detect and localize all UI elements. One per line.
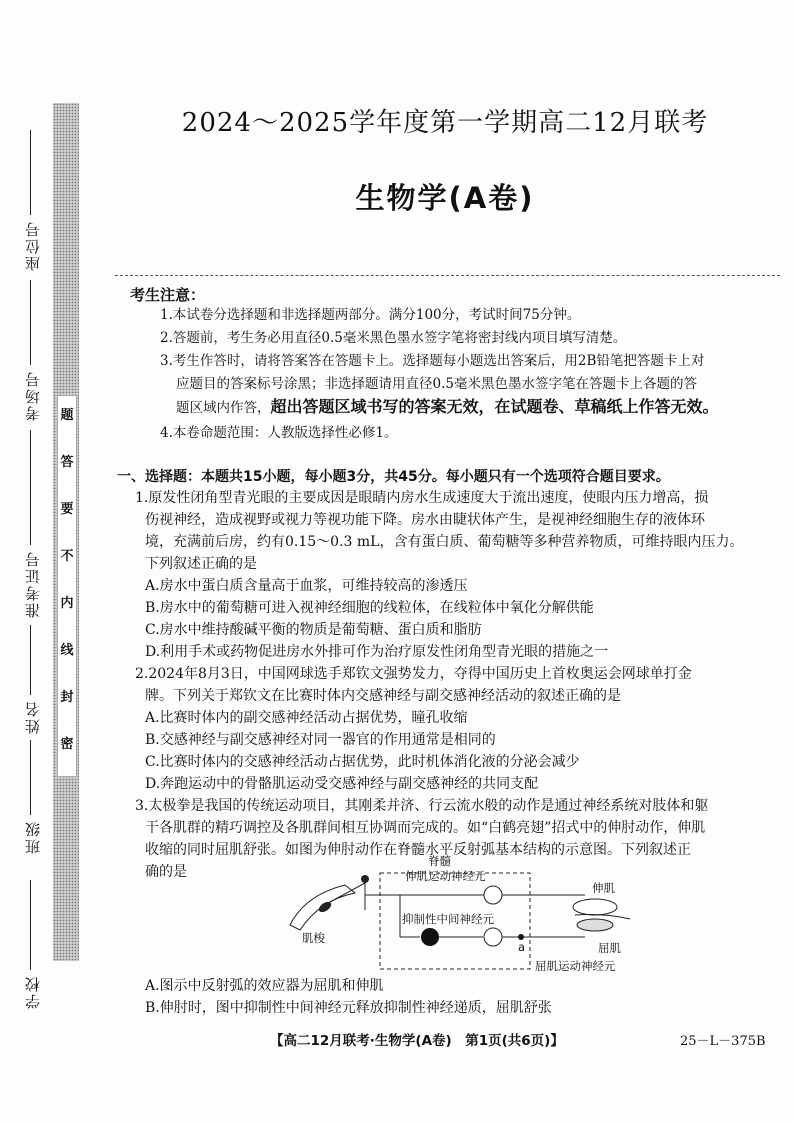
- notice-item: 4.本卷命题范围：人教版选择性必修1。: [160, 425, 398, 441]
- label-spinal-cord: 脊髓: [428, 854, 451, 868]
- flexor-motor-neuron: [484, 928, 502, 946]
- fill-line: [30, 740, 31, 815]
- divider: [115, 275, 780, 276]
- fill-line: [30, 625, 31, 695]
- exam-room-label: 考场号: [24, 370, 42, 421]
- label-muscle-spindle: 肌梭: [302, 931, 325, 945]
- question-2-option-a: A.比赛时体内的副交感神经活动占据优势，瞳孔收缩: [145, 710, 468, 726]
- admission-number-label: 准考证号: [24, 550, 42, 618]
- label-inhibitory-interneuron: 抑制性中间神经元: [402, 912, 494, 926]
- question-2-line: 2.2024年8月3日，中国网球选手郑钦文强势发力，夺得中国历史上首枚奥运会网球单打金: [135, 666, 692, 682]
- paper-code: 25－L－375B: [680, 1034, 766, 1049]
- seal-line-box: [57, 395, 77, 777]
- question-3-line: 3.太极拳是我国的传统运动项目，其刚柔并济、行云流水般的动作是通过神经系统对肢体和躯: [135, 798, 709, 814]
- question-3-line: 收缩的同时屈肌舒张。如图为伸肘动作在脊髓水平反射弧基本结构的示意图。下列叙述正: [145, 842, 691, 858]
- fill-line: [30, 130, 31, 215]
- question-1-option-d: D.利用手术或药物促进房水外排可作为治疗原发性闭角型青光眼的措施之一: [145, 644, 609, 660]
- notice-item-text: 题区域内作答，: [176, 400, 271, 416]
- fill-line: [30, 880, 31, 970]
- notice-title: 考生注意：: [130, 286, 206, 304]
- seal-char: 要: [60, 502, 74, 517]
- label-flexor-motor-neuron: 屈肌运动神经元: [535, 959, 616, 973]
- seal-char: 密: [60, 737, 74, 752]
- label-extensor-motor-neuron: 伸肌运动神经元: [405, 869, 486, 883]
- question-1-option-b: B.房水中的葡萄糖可进入视神经细胞的线粒体，在线粒体中氧化分解供能: [145, 600, 594, 616]
- fill-line: [30, 430, 31, 545]
- seal-char: 内: [60, 596, 74, 611]
- question-1-line: 伤视神经，造成视野或视力等视功能下降。房水由睫状体产生，是视神经细胞生存的液体环: [145, 512, 705, 528]
- extensor-muscle: [573, 899, 617, 915]
- seat-number-label: 座位号: [24, 220, 42, 271]
- seal-char: 题: [60, 408, 74, 423]
- inhibitory-interneuron: [421, 928, 439, 946]
- question-3-line: 确的是: [145, 864, 187, 880]
- seal-char: 线: [60, 643, 74, 658]
- exam-title: 2024～2025学年度第一学期高二12月联考: [181, 108, 709, 138]
- question-3-line: 干各肌群的精巧调控及各肌群间相互协调而完成的。如“白鹤亮翅”招式中的伸肘动作，伸肌: [145, 820, 706, 836]
- seal-char: 封: [60, 690, 74, 705]
- dorsal-ganglion: [361, 875, 369, 883]
- notice-item: 应题目的答案标号涂黑；非选择题请用直径0.5毫米黑色墨水签字笔在答题卡上各题的答: [176, 376, 697, 392]
- notice-item: [176, 396, 719, 419]
- notice-item: 1.本试卷分选择题和非选择题两部分。满分100分，考试时间75分钟。: [160, 307, 581, 323]
- school-label: 学校: [24, 975, 42, 1009]
- flexor-muscle: [577, 919, 613, 931]
- section-heading: 一、选择题：本题共15小题，每小题3分，共45分。每小题只有一个选项符合题目要求。: [117, 469, 670, 485]
- name-label: 姓名: [24, 700, 42, 734]
- fill-line: [30, 280, 31, 365]
- exam-subtitle: 生物学(A卷): [355, 181, 535, 215]
- notice-emphasis: 超出答题区域书写的答案无效，在试题卷、草稿纸上作答无效。: [270, 397, 719, 416]
- question-1-option-a: A.房水中蛋白质含量高于血浆，可维持较高的渗透压: [145, 578, 468, 594]
- question-2-option-c: C.比赛时体内的交感神经活动占据优势，此时机体消化液的分泌会减少: [145, 754, 580, 770]
- question-3-option-b: B.伸肘时，图中抑制性中间神经元释放抑制性神经递质，屈肌舒张: [145, 1000, 552, 1016]
- question-1-option-c: C.房水中维持酸碱平衡的物质是葡萄糖、蛋白质和脂肪: [145, 622, 482, 638]
- seal-char: 不: [60, 549, 74, 564]
- label-point-a: a: [518, 940, 526, 954]
- question-2-option-b: B.交感神经与副交感神经对同一器官的作用通常是相同的: [145, 732, 496, 748]
- extensor-motor-neuron: [484, 886, 502, 904]
- class-label: 班级: [24, 820, 42, 854]
- question-3-option-a: A.图示中反射弧的效应器为屈肌和伸肌: [145, 978, 384, 994]
- question-1-line: 1.原发性闭角型青光眼的主要成因是眼睛内房水生成速度大于流出速度，使眼内压力增高，损: [135, 490, 709, 506]
- question-1-line: 下列叙述正确的是: [145, 556, 257, 572]
- notice-item: 3.考生作答时，请将答案答在答题卡上。选择题每小题选出答案后，用2B铅笔把答题卡上对: [160, 353, 705, 369]
- question-1-line: 境，充满前后房，约有0.15～0.3 mL，含有蛋白质、葡萄糖等多种营养物质，可维持眼内压力。: [145, 534, 744, 550]
- question-2-option-d: D.奔跑运动中的骨骼肌运动受交感神经与副交感神经的共同支配: [145, 776, 539, 792]
- page-footer: 【高二12月联考·生物学(A卷) 第1页(共6页)】: [270, 1033, 564, 1049]
- seal-char: 答: [60, 455, 74, 470]
- bone: [575, 915, 630, 920]
- question-2-line: 牌。下列关于郑钦文在比赛时体内交感神经与副交感神经活动的叙述正确的是: [145, 688, 621, 704]
- notice-item: 2.答题前，考生务必用直径0.5毫米黑色墨水签字笔将密封线内项目填写清楚。: [160, 330, 627, 346]
- label-flexor: 屈肌: [598, 941, 621, 955]
- label-extensor: 伸肌: [592, 881, 615, 895]
